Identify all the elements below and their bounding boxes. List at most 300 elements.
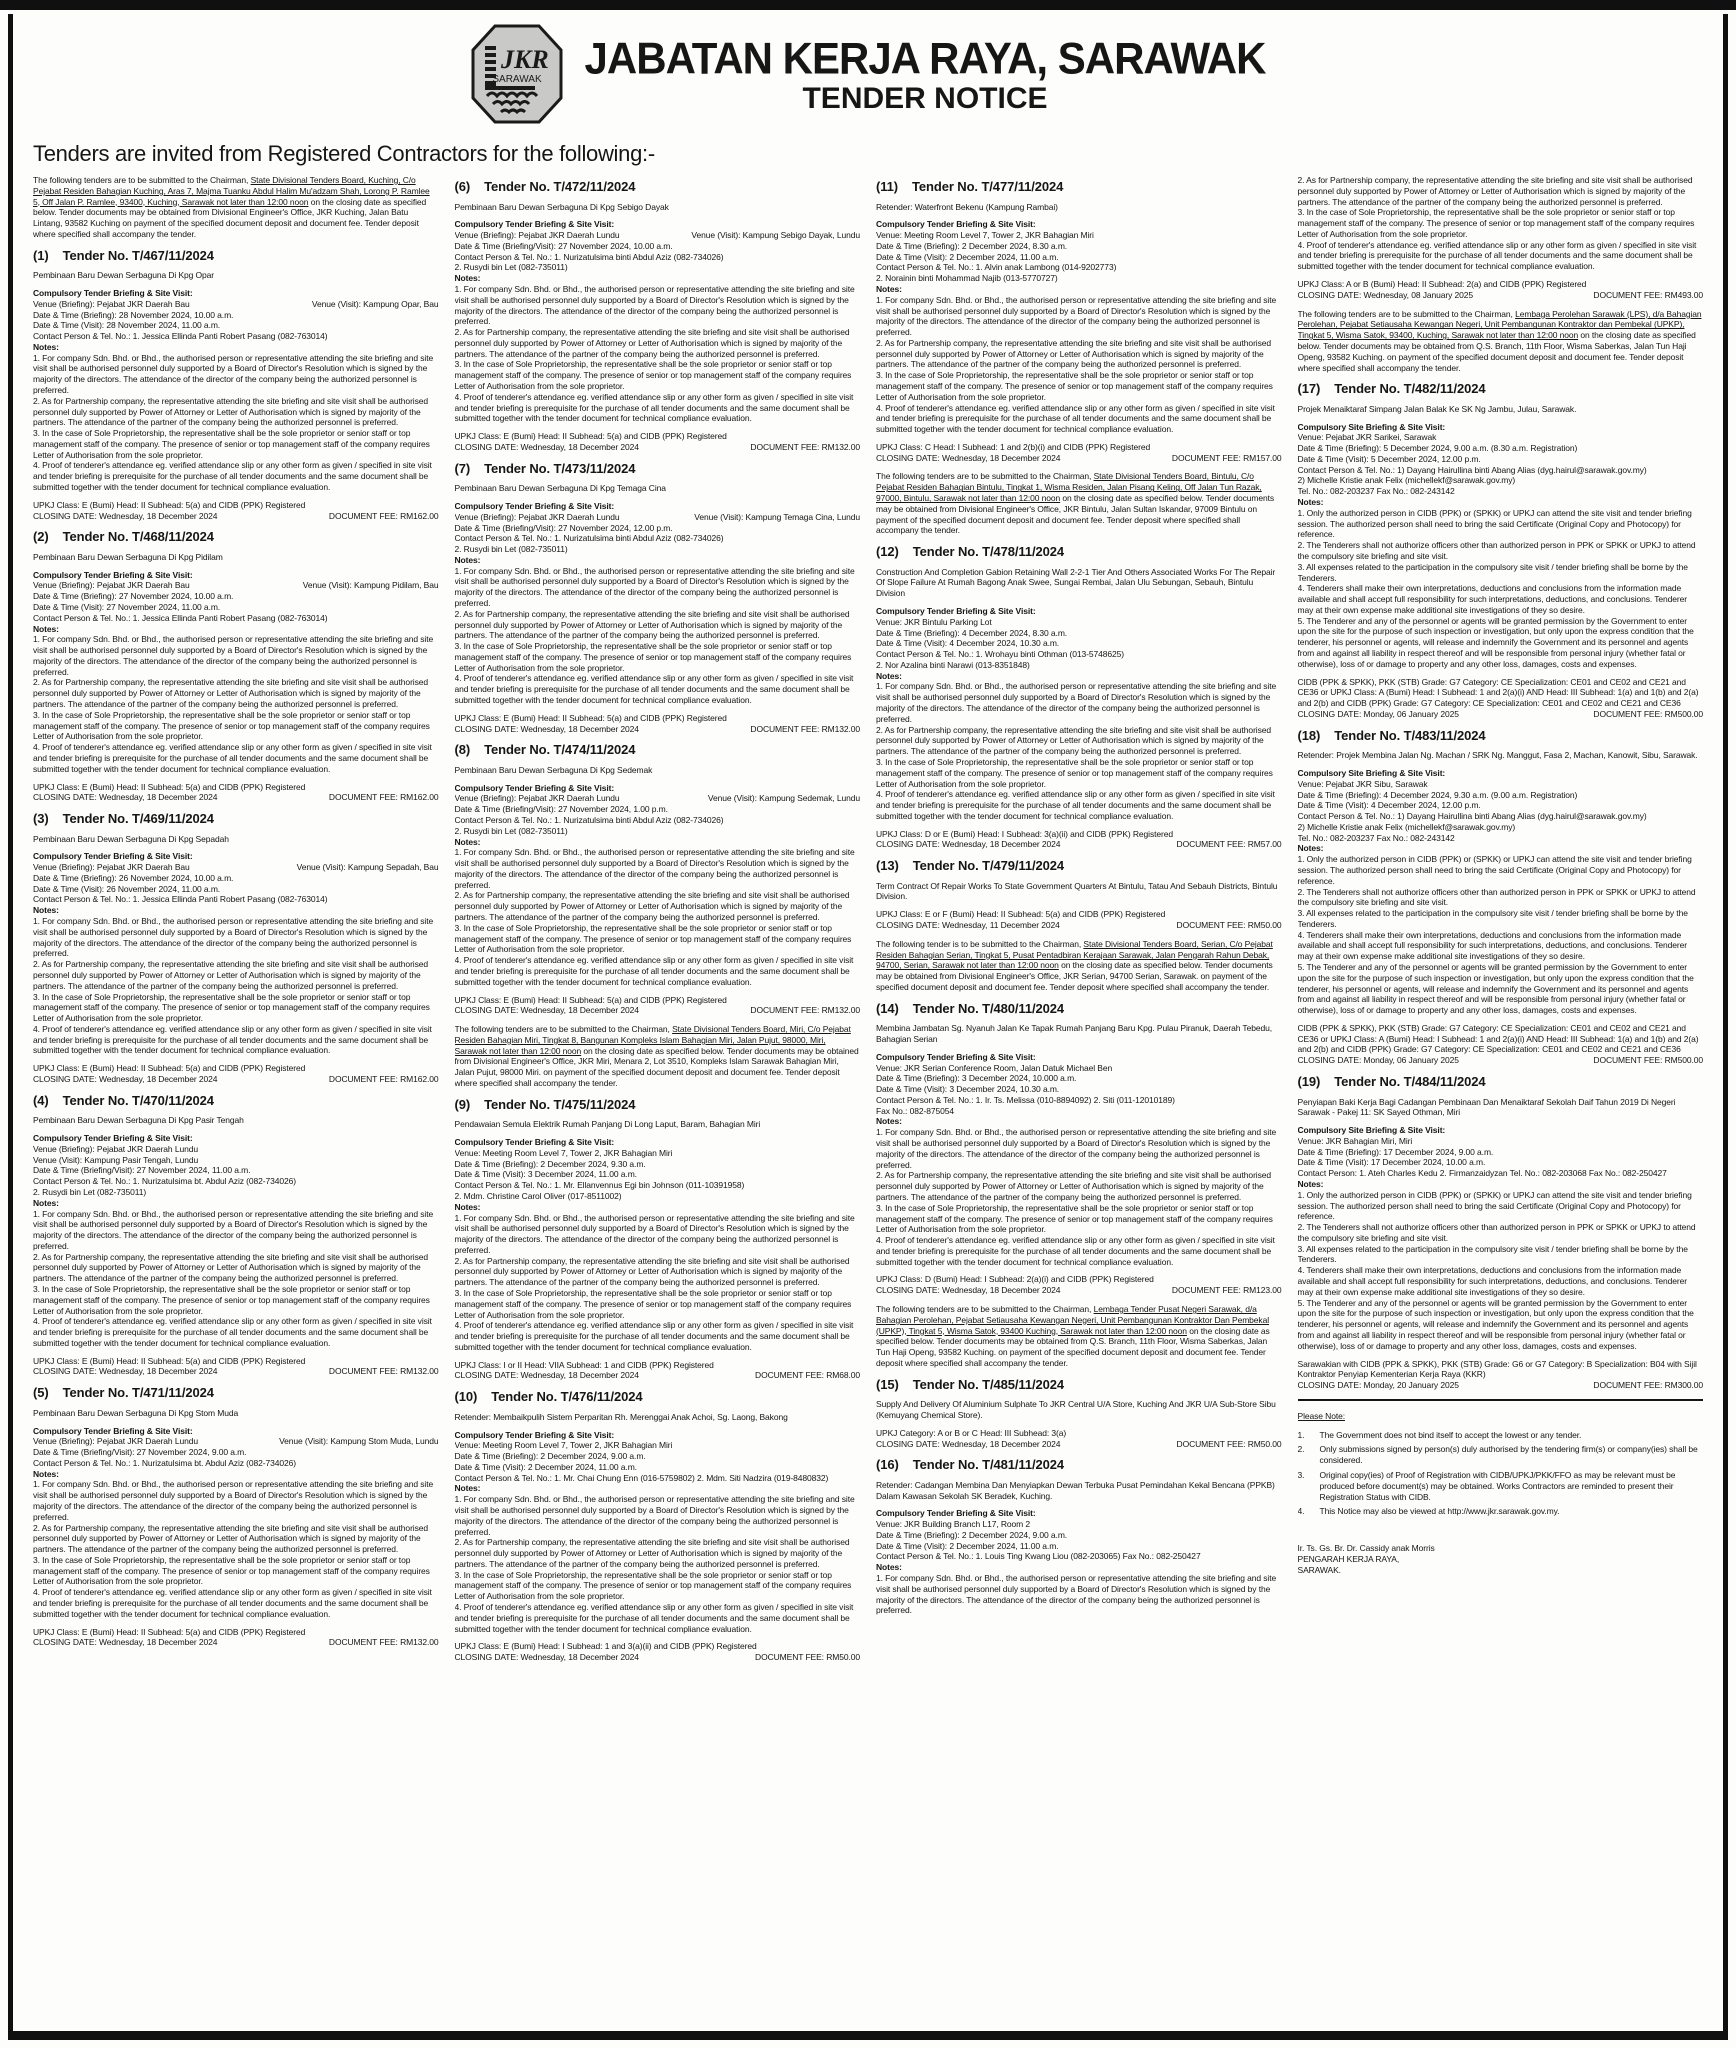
note-item: 2. The Tenderers shall not authorize officers other than authorized person in PPK or SPKK or UPKJ to attend the compulsory site briefing and site visit. (1297, 1222, 1696, 1243)
tender-number: (2) (33, 529, 49, 545)
eligibility-line: UPKJ Class: E (Bumi) Head: II Subhead: 5(a) and CIDB (PPK) Registered (33, 499, 306, 510)
note-item: 4. Proof of tenderer's attendance eg. verified attendance slip or any other form as given / specified in site visit and tender briefing is prerequisite for the purchase of all tender documents and the same document shall be submitted together with the tender document for technical compliance evaluation. (33, 1587, 432, 1619)
submission-address-underlined: State Divisional Tenders Board, Miri, C/o Pejabat Residen Bahagian Miri, Tingkat 8, Bangunan Kompleks Islam Bahagian Miri, Jalan Pujut, 98000, Miri, Sarawak not later than 12:00 noon (454, 1024, 851, 1056)
briefing-line (1298, 454, 1704, 465)
briefing-line (455, 1180, 861, 1191)
eligibility-line: UPKJ Class: D or E (Bumi) Head: I Subhead: 3(a)(ii) and CIDB (PPK) Registered (876, 828, 1173, 839)
briefing-line-left: Contact Person & Tel. No.: 1. Jessica Ellinda Panti Robert Pasang (082-763014) (33, 331, 328, 342)
please-note-item (1298, 1506, 1704, 1517)
closing-date: CLOSING DATE: Wednesday, 18 December 2024 (454, 1005, 639, 1016)
notes-heading: Notes: (33, 623, 59, 634)
briefing-line-left: Date & Time (Briefing): 4 December 2024, 8.30 a.m. (876, 627, 1068, 638)
briefing-line (33, 1176, 439, 1187)
notes-heading: Notes: (876, 283, 902, 294)
eligibility-line: Sarawakian with CIDB (PPK & SPKK), PKK (STB) Grade: G6 or G7 Category: B Specialization: B04 with Sijil Kontraktor Penyiap Kementerian Kerja Raya (KKR) (1297, 1358, 1697, 1380)
tender-title: Tender No. T/484/11/2024 (1334, 1074, 1486, 1090)
briefing-line-left: Date & Time (Briefing): 2 December 2024, 9.30 a.m. (454, 1158, 646, 1169)
briefing-line (455, 804, 861, 815)
briefing-line-left: Date & Time (Briefing): 26 November 2024, 10.00 a.m. (33, 872, 234, 883)
please-note-text: Only submissions signed by person(s) duly authorised by the tendering firm(s) or company(ies) shall be considered. (1319, 1444, 1698, 1466)
tender-notes-continuation (1298, 175, 1704, 301)
eligibility-line: UPKJ Class: E (Bumi) Head: II Subhead: 5(a) and CIDB (PPK) Registered (454, 431, 727, 442)
note-item: 1. For company Sdn. Bhd. or Bhd., the authorised person or representative attending the site briefing and site visit shall be authorised personnel duly supported by a Board of Director's Resolution which is signed by the majority of the directors. The attendance of the director of the company being the authorized personnel is preferred. (33, 1479, 434, 1522)
closing-date: CLOSING DATE: Wednesday, 18 December 2024 (876, 1285, 1061, 1296)
document-fee: DOCUMENT FEE: RM157.00 (1171, 452, 1282, 463)
briefing-line-left: Date & Time (Briefing/Visit): 27 November 2024, 11.00 a.m. (33, 1165, 251, 1176)
briefing-line-left: Venue: Meeting Room Level 7, Tower 2, JKR Bahagian Miri (876, 230, 1094, 241)
briefing-line-left: Date & Time (Visit): 27 November 2024, 11.00 a.m. (33, 602, 221, 612)
note-item: 2. As for Partnership company, the representative attending the site briefing and site visit shall be authorised personnel duly supported by Power of Attorney or Letter of Authorisation which is signed by majority of the partners. The attendance of the partner of the company being the authorized personnel is preferred. (454, 327, 850, 359)
briefing-line (33, 1155, 439, 1166)
notes-heading: Notes: (33, 905, 59, 916)
briefing-heading: Compulsory Tender Briefing & Site Visit: (876, 219, 1036, 230)
eligibility-line: UPKJ Class: C Head: I Subhead: 1 and 2(b)(i) and CIDB (PPK) Registered (876, 441, 1151, 452)
tender-heading (33, 811, 439, 828)
tender-block (876, 544, 1282, 850)
closing-date: CLOSING DATE: Wednesday, 08 January 2025 (1297, 289, 1474, 300)
masthead (13, 14, 1723, 133)
briefing-line-left: Date & Time (Visit): 3 December 2024, 10.30 a.m. (876, 1084, 1060, 1095)
briefing-line-left: Contact Person & Tel. No.: 1. Alvin anak Lambong (014-9202773) (876, 262, 1117, 273)
tender-title: Tender No. T/483/11/2024 (1334, 727, 1486, 743)
tender-title: Tender No. T/474/11/2024 (484, 742, 636, 758)
note-item: 3. All expenses related to the participation in the compulsory site visit / tender briefing shall be borne by the Tenderers. (1297, 1243, 1688, 1265)
briefing-line (876, 230, 1282, 241)
tender-title: Tender No. T/477/11/2024 (912, 179, 1064, 194)
briefing-heading: Compulsory Tender Briefing & Site Visit: (454, 1429, 615, 1440)
briefing-line-right: Venue (Visit): Kampung Sepadah, Bau (296, 862, 439, 873)
briefing-line (33, 873, 439, 884)
briefing-line (876, 638, 1282, 649)
tender-heading (1298, 1074, 1704, 1091)
briefing-line (455, 1451, 861, 1462)
document-fee: DOCUMENT FEE: RM50.00 (1176, 1438, 1282, 1449)
tender-block (876, 1457, 1282, 1616)
document-fee: DOCUMENT FEE: RM50.00 (1176, 920, 1282, 931)
eligibility-line: UPKJ Class: A or B (Bumi) Head: II Subhead: 2(a) and CIDB (PPK) Registered (1297, 279, 1587, 290)
note-item: 4. Proof of tenderer's attendance eg. verified attendance slip or any other form as given / specified in site visit and tender briefing is prerequisite for the purchase of all tender documents and the same document shall be submitted together with the tender document for technical compliance evaluation. (454, 1320, 854, 1352)
eligibility-line: UPKJ Class: E (Bumi) Head: II Subhead: 5(a) and CIDB (PPK) Registered (454, 712, 727, 723)
closing-date: CLOSING DATE: Wednesday, 18 December 2024 (454, 723, 639, 734)
briefing-heading: Compulsory Tender Briefing & Site Visit: (33, 851, 193, 862)
please-note-number: 4. (1297, 1506, 1305, 1517)
submission-text: on the closing date as specified below. Tender documents may be obtained from Q.S. Branch, 11th Floor, Wisma Saberkas, Jalan Tun Haji Openg, 93582 Kuching. on payment of the specified document deposit and document fee. Tender deposit where specified shall accompany the tender. (1297, 330, 1696, 373)
tender-heading (455, 1097, 861, 1114)
closing-date: CLOSING DATE: Wednesday, 18 December 2024 (33, 1366, 218, 1377)
tender-title: Tender No. T/480/11/2024 (912, 1000, 1064, 1016)
tender-description: Membina Jambatan Sg. Nyanuh Jalan Ke Tapak Rumah Panjang Baru Kpg. Pulau Piranuk, Daerah Tebedu, Bahagian Serian (876, 1023, 1272, 1044)
tender-description: Retender: Waterfront Bekenu (Kampung Rambai) (876, 201, 1058, 212)
document-fee: DOCUMENT FEE: RM493.00 (1593, 289, 1703, 300)
briefing-line (1298, 432, 1704, 443)
closing-date: CLOSING DATE: Wednesday, 18 December 2024 (33, 1637, 218, 1648)
tender-number: (3) (33, 811, 49, 827)
briefing-line (876, 1084, 1282, 1095)
briefing-line-left: Date & Time (Visit): 5 December 2024, 12.00 p.m. (1297, 453, 1481, 464)
tender-block (33, 1093, 439, 1377)
notes-heading: Notes: (1297, 843, 1324, 854)
closing-date: CLOSING DATE: Wednesday, 18 December 2024 (876, 1438, 1061, 1449)
briefing-line (33, 320, 439, 331)
briefing-line-left: Tel. No.: 082-203237 Fax No.: 082-243142 (1297, 486, 1455, 497)
note-item: 4. Proof of tenderer's attendance eg. verified attendance slip or any other form as given / specified in site visit and tender briefing is prerequisite for the purchase of all tender documents and the same document shall be submitted together with the tender document for technical compliance evaluation. (33, 1316, 432, 1348)
note-item: 2. As for Partnership company, the representative attending the site briefing and site visit shall be authorised personnel duly supported by Power of Attorney or Letter of Authorisation which is signed by majority of the partners. The attendance of the partner of the company being the authorized personnel is preferred. (33, 959, 428, 991)
briefing-line-left: Fax No.: 082-875054 (876, 1105, 954, 1116)
tender-heading (876, 858, 1282, 875)
note-item: 2. The Tenderers shall not authorize officers other than authorized person in PPK or SPKK or UPKJ to attend the compulsory site briefing and site visit. (1297, 886, 1696, 908)
submission-text: on the closing date as specified below. Tender documents may be obtained from Divisional Engineer's Office, JKR Serian, 94700 Serian, Sarawak. on payment of the specified document deposit and document fee. Tender deposit where specified shall accompany the tender. (876, 960, 1273, 992)
note-item: 1. For company Sdn. Bhd. or Bhd., the authorised person or representative attending the site briefing and site visit shall be authorised personnel duly supported by a Board of Director's Resolution which is signed by the majority of the directors. The attendance of the director of the company being the authorized personnel is preferred. (454, 565, 855, 608)
submission-paragraph (33, 175, 439, 240)
submission-address-underlined: Lembaga Perolehan Sarawak (LPS), d/a Bahagian Perolehan, Pejabat Setiausaha Kewangan Negeri, Unit Pembangunan Kontraktor dan Pembekal (UPKP), Tingkat 5, Wisma Satok, 93400, Kuching, Sarawak not later than 12:00 noon (1297, 308, 1702, 341)
briefing-line (1298, 779, 1704, 790)
briefing-line-left: Venue: JKR Bintulu Parking Lot (876, 616, 992, 627)
notes-heading: Notes: (454, 836, 481, 847)
note-item: 2. The Tenderers shall not authorize officers other than authorized person in PPK or SPKK or UPKJ to attend the compulsory site briefing and site visit. (1297, 540, 1696, 561)
briefing-line-left: Date & Time (Briefing): 27 November 2024, 10.00 a.m. (33, 591, 234, 602)
tender-heading (455, 179, 861, 196)
briefing-line (33, 862, 439, 873)
closing-date: CLOSING DATE: Wednesday, 18 December 2024 (33, 510, 218, 521)
briefing-line (33, 1447, 439, 1458)
note-item: 2. As for Partnership company, the representative attending the site briefing and site visit shall be authorised personnel duly supported by Power of Attorney or Letter of Authorisation which is signed by majority of the partners. The attendance of the partner of the company being the authorized personnel is preferred. (33, 395, 428, 428)
note-item: 3. All expenses related to the participation in the compulsory site visit / tender briefing shall be borne by the Tenderers. (1297, 908, 1688, 929)
briefing-line-left: Contact Person & Tel. No.: 1. Nurizatulsima bt. Abdul Aziz (082-734026) (33, 1176, 296, 1187)
tender-block (33, 1385, 439, 1648)
briefing-line-left: Contact Person & Tel. No.: 1. Jessica Ellinda Panti Robert Pasang (082-763014) (33, 612, 328, 623)
note-item: 3. All expenses related to the participation in the compulsory site visit / tender briefing shall be borne by the Tenderers. (1297, 561, 1688, 583)
tender-block (33, 248, 439, 522)
briefing-line-left: Date & Time (Visit): 4 December 2024, 12.00 p.m. (1297, 800, 1481, 811)
briefing-line-left: Contact Person & Tel. No.: 1) Dayang Hairullina binti Abang Alias (dyg.hairul@sarawak.gov.my) (1297, 811, 1647, 822)
note-item: 1. For company Sdn. Bhd. or Bhd., the authorised person or representative attending the site briefing and site visit shall be authorised personnel duly supported by a Board of Director's Resolution which is signed by the majority of the directors. The attendance of the director of the company being the authorized personnel is preferred. (454, 1212, 855, 1255)
briefing-line (33, 1436, 439, 1447)
briefing-line-left: Venue (Briefing): Pejabat JKR Daerah Bau (33, 298, 190, 309)
briefing-line-right: Venue (Visit): Kampung Opar, Bau (311, 298, 439, 309)
eligibility-line: UPKJ Class: E (Bumi) Head: II Subhead: 5(a) and CIDB (PPK) Registered (454, 994, 727, 1005)
note-item: 4. Proof of tenderer's attendance eg. verified attendance slip or any other form as given / specified in site visit and tender briefing is prerequisite for the purchase of all tender documents and the same document shall be submitted together with the tender document for technical compliance evaluation. (1297, 239, 1697, 272)
briefing-line-left: Venue: JKR Serian Conference Room, Jalan Datuk Michael Ben (876, 1062, 1113, 1073)
please-note-item (1298, 1470, 1704, 1502)
tender-number: (19) (1297, 1074, 1321, 1090)
note-item: 4. Proof of tenderer's attendance eg. verified attendance slip or any other form as given / specified in site visit and tender briefing is prerequisite for the purchase of all tender documents and the same document shall be submitted together with the tender document for technical compliance evaluation. (33, 460, 432, 493)
note-item: 1. For company Sdn. Bhd. or Bhd., the authorised person or representative attending the site briefing and site visit shall be authorised personnel duly supported by a Board of Director's Resolution which is signed by the majority of the directors. The attendance of the director of the company being the authorized personnel is preferred. (33, 352, 434, 395)
briefing-line-left: Venue (Briefing): Pejabat JKR Daerah Lundu (454, 793, 620, 804)
briefing-line (455, 230, 861, 241)
briefing-line-left: Date & Time (Visit): 26 November 2024, 11.00 a.m. (33, 883, 221, 894)
closing-date: CLOSING DATE: Wednesday, 18 December 2024 (454, 1652, 639, 1663)
please-note-number: 1. (1297, 1429, 1305, 1440)
submission-paragraph (876, 939, 1282, 993)
briefing-line-left: Contact Person & Tel. No.: 1. Wrohayu binti Othman (013-5748625) (876, 649, 1124, 660)
notes-heading: Notes: (876, 670, 902, 681)
briefing-line (455, 512, 861, 523)
briefing-heading: Compulsory Site Briefing & Site Visit: (1297, 1125, 1446, 1136)
eligibility-line: CIDB (PPK & SPKK), PKK (STB) Grade: G7 Category: CE Specialization: CE01 and CE02 and CE21 and CE36 or UPKJ Class: A (Bumi) Head: I Subhead: 1 and 2(a)(i) AND Head: III Subhead: 1(a) and 1(b) and 2(a) and 2(b) and CIDB (PPK) Grade: G7 Category: CE Specialization: CE01 and CE02 and CE21 and CE36 (1297, 676, 1699, 709)
note-item: 4. Proof of tenderer's attendance eg. verified attendance slip or any other form as given / specified in site visit and tender briefing is prerequisite for the purchase of all tender documents and the same document shall be submitted together with the tender document for technical compliance evaluation. (454, 1602, 854, 1634)
note-item: 4. Tenderers shall make their own interpretations, deductions and conclusions from the information made available and shall accept full responsibility for such interpretations, deductions, and conclusions. Tenderer may at their own expense make additional site investigations of they so desire. (1297, 583, 1688, 615)
briefing-line (33, 1458, 439, 1469)
signature-block (1298, 1543, 1704, 1575)
briefing-line (455, 815, 861, 826)
tender-block (33, 811, 439, 1085)
briefing-line (455, 1440, 861, 1451)
tender-heading (1298, 381, 1704, 398)
signature-line: Ir. Ts. Gs. Br. Dr. Cassidy anak Morris (1297, 1543, 1435, 1554)
tender-description: Pembinaan Baru Dewan Serbaguna Di Kpg Temaga Cina (454, 483, 666, 494)
briefing-line-left: Contact Person & Tel. No.: 1. Mr. Chai Chung Enn (016-5759802) 2. Mdm. Siti Nadzira (019-8480832) (454, 1472, 829, 1483)
briefing-heading: Compulsory Tender Briefing & Site Visit: (454, 500, 615, 511)
tender-title: Tender No. T/468/11/2024 (62, 529, 214, 545)
briefing-line-left: 2. Rusydi bin Let (082-735011) (33, 1186, 147, 1197)
briefing-heading: Compulsory Tender Briefing & Site Visit: (454, 1137, 615, 1148)
briefing-line (33, 602, 439, 613)
briefing-line (33, 580, 439, 591)
document-fee: DOCUMENT FEE: RM132.00 (750, 441, 860, 452)
eligibility-line: UPKJ Class: E or F (Bumi) Head: II Subhead: 5(a) and CIDB (PPK) Registered (876, 909, 1166, 920)
briefing-line-left: Contact Person & Tel. No.: 1. Nurizatulsima bt. Abdul Aziz (082-734026) (33, 1457, 296, 1468)
briefing-line (876, 617, 1282, 628)
submission-text: The following tenders are to be submitted to the Chairman, (1297, 308, 1516, 319)
document-fee: DOCUMENT FEE: RM57.00 (1176, 839, 1282, 850)
please-note-text: The Government does not bind itself to accept the lowest or any tender. (1319, 1429, 1582, 1440)
briefing-line (876, 1063, 1282, 1074)
briefing-line-left: Date & Time (Briefing): 17 December 2024, 9.00 a.m. (1297, 1146, 1494, 1157)
briefing-line (876, 273, 1282, 284)
closing-fee-line (455, 1652, 861, 1663)
briefing-line (33, 299, 439, 310)
tender-description: Pembinaan Baru Dewan Serbaguna Di Kpg Pasir Tengah (33, 1115, 244, 1126)
top-rule (0, 0, 1736, 10)
eligibility-line: UPKJ Class: D (Bumi) Head: I Subhead: 2(a)(i) and CIDB (PPK) Registered (876, 1274, 1154, 1285)
page-subtitle: TENDER NOTICE (802, 81, 1048, 115)
briefing-line (33, 894, 439, 905)
tender-number: (6) (454, 179, 471, 194)
briefing-line-left: Date & Time (Briefing/Visit): 27 November 2024, 1.00 p.m. (454, 804, 668, 815)
closing-fee-line (876, 1285, 1282, 1296)
briefing-line (455, 793, 861, 804)
tender-number: (17) (1297, 381, 1321, 397)
jkr-logo-icon (471, 24, 563, 129)
tender-heading (33, 529, 439, 546)
tender-description: Penyiapan Baki Kerja Bagi Cadangan Pembinaan Dan Menaiktaraf Sekolah Daif Tahun 2019 Di Negeri Sarawak - Pakej 11: SK Sayed Othman, Miri (1297, 1096, 1676, 1118)
briefing-line-left: Venue: JKR Building Branch L17, Room 2 (876, 1519, 1031, 1530)
tender-title: Tender No. T/478/11/2024 (912, 544, 1064, 560)
tender-description: Pembinaan Baru Dewan Serbaguna Di Kpg Opar (33, 270, 215, 281)
eligibility-line: UPKJ Class: I or II Head: VIIA Subhead: 1 and CIDB (PPK) Registered (454, 1359, 714, 1370)
closing-fee-line (1298, 1380, 1704, 1391)
submission-address-underlined: State Divisional Tenders Board, Bintulu, C/o Pejabat Residen Bahagian Bintulu, Tingkat 1, Wisma Residen, Jalan Pisang Keling, Off Jalan Tun Razak, 97000, Bintulu, Sarawak not later than 12:00 noon (876, 471, 1262, 504)
closing-fee-line (876, 1439, 1282, 1450)
briefing-line-right: Venue (Visit): Kampung Sebigo Dayak, Lundu (691, 230, 860, 241)
briefing-heading: Compulsory Tender Briefing & Site Visit: (33, 569, 193, 580)
tender-columns (13, 169, 1723, 2017)
tender-heading (455, 1389, 861, 1406)
briefing-line (33, 331, 439, 342)
eligibility-line: UPKJ Class: E (Bumi) Head: I Subhead: 1 and 3(a)(ii) and CIDB (PPK) Registered (454, 1641, 757, 1652)
document-fee: DOCUMENT FEE: RM132.00 (328, 1637, 439, 1648)
please-note-number: 3. (1297, 1469, 1305, 1480)
tender-title: Tender No. T/482/11/2024 (1334, 381, 1486, 397)
note-item: 1. For company Sdn. Bhd. or Bhd., the authorised person or representative attending the site briefing and site visit shall be authorised personnel duly supported by a Board of Director's Resolution which is signed by the majority of the directors. The attendance of the director of the company being the authorized personnel is preferred. (33, 634, 434, 677)
note-item: 1. For company Sdn. Bhd. or Bhd., the authorised person or representative attending the site briefing and site visit shall be authorised personnel duly supported by a Board of Director's Resolution which is signed by the majority of the directors. The attendance of the director of the company being the authorized personnel is preferred. (454, 1494, 855, 1537)
tender-title: Tender No. T/469/11/2024 (62, 811, 214, 827)
briefing-line-left: Contact Person & Tel. No.: 1. Nurizatulsima binti Abdul Aziz (082-734026) (454, 815, 724, 825)
document-fee: DOCUMENT FEE: RM68.00 (755, 1370, 860, 1381)
notes-heading: Notes: (454, 273, 481, 284)
tender-heading (455, 461, 861, 478)
tender-heading (33, 248, 439, 265)
tender-description: Construction And Completion Gabion Retaining Wall 2-2-1 Tier And Others Associated Works For The Repair Of Slope Failure At Rumah Bagong Anak Swee, Sungai Rembai, Jalan Ulu Sebungan, Sebauh, Bintulu Division (876, 566, 1276, 599)
tender-description: Pembinaan Baru Dewan Serbaguna Di Kpg Sebigo Dayak (454, 201, 669, 212)
briefing-line (455, 1191, 861, 1202)
tender-description: Pembinaan Baru Dewan Serbaguna Di Kpg Pidilam (33, 551, 223, 562)
briefing-line-left: Contact Person & Tel. No.: 1. Nurizatulsima binti Abdul Aziz (082-734026) (454, 251, 724, 262)
document-fee: DOCUMENT FEE: RM50.00 (755, 1652, 860, 1663)
briefing-line (455, 533, 861, 544)
notes-heading: Notes: (33, 1468, 59, 1479)
briefing-line-left: Date & Time (Briefing): 2 December 2024, 8.30 a.m. (876, 240, 1068, 251)
briefing-line (1298, 443, 1704, 454)
note-item: 5. The Tenderer and any of the personnel or agents will be granted permission by the Government to enter upon the site for the purpose of such inspection or investigation, but only upon the express condition that the tenderer, his personnel or agents, will release and indemnify the Government and its personnel and agents from and against all liability in respect thereof and will be responsible from personal injury (whether fatal or otherwise), loss of or damage to property and any other loss, damages, costs and expenses. (1297, 615, 1694, 669)
tender-title: Tender No. T/476/11/2024 (491, 1389, 643, 1405)
submission-text: on the closing date as specified below. Tender documents may be obtained from Divisional Engineer's Office, JKR Miri, Menara 2, Lot 3510, Kompleks Islam Sarawak Bahagian Miri, Jalan Pujut, 98000 Miri. on payment of the specified document deposit and document fee. Tender deposit where specified shall accompany the tender. (454, 1045, 859, 1088)
closing-date: CLOSING DATE: Wednesday, 18 December 2024 (876, 839, 1061, 850)
submission-text: The following tenders are to be submitted to the Chairman, (33, 175, 251, 185)
closing-fee-line (455, 442, 861, 453)
briefing-line (876, 1530, 1282, 1541)
briefing-line (33, 1144, 439, 1155)
briefing-line (1298, 790, 1704, 801)
briefing-line (1298, 1157, 1704, 1168)
briefing-line-left: Contact Person & Tel. No.: 1. Ir. Ts. Melissa (010-8894092) 2. Siti (011-12010189) (876, 1094, 1175, 1105)
document-fee: DOCUMENT FEE: RM123.00 (1171, 1285, 1282, 1296)
briefing-line-left: Date & Time (Visit): 17 December 2024, 10.00 a.m. (1297, 1157, 1486, 1168)
note-item: 1. For company Sdn. Bhd. or Bhd., the authorised person or representative attending the site briefing and site visit shall be authorised personnel duly supported by a Board of Director's Resolution which is signed by the majority of the directors. The attendance of the director of the company being the authorized personnel is preferred. (876, 294, 1277, 338)
please-note-text: Original copy(ies) of Proof of Registration with CIDB/UPKJ/PKK/FFO as may be relevant must be produced before document(s) may be obtained. Works Contractors are reminded to present their Registration Status with CIDB. (1319, 1469, 1676, 1502)
briefing-line-left: 2. Rusydi bin Let (082-735011) (454, 825, 568, 836)
note-item: 3. In the case of Sole Proprietorship, the representative shall be the sole proprietor or senior staff or top management staff of the company. The presence of senior or top management staff of the company requires Letter of Authorisation from the sole proprietor. (33, 1554, 430, 1587)
note-item: 2. As for Partnership company, the representative attending the site briefing and site visit shall be authorised personnel duly supported by Power of Attorney or Letter of Authorisation which is signed by majority of the partners. The attendance of the partner of the company being the authorized personnel is preferred. (876, 337, 1271, 370)
briefing-line-left: Tel. No.: 082-203237 Fax No.: 082-243142 (1297, 832, 1455, 843)
briefing-line-left: Contact Person: 1. Ateh Charles Kedu 2. Firmanzaidyzan Tel. No.: 082-203068 Fax No.: 082-250427 (1297, 1168, 1667, 1179)
closing-date: CLOSING DATE: Wednesday, 18 December 2024 (454, 1370, 639, 1381)
tender-number: (14) (876, 1000, 899, 1016)
eligibility-line: UPKJ Category: A or B or C Head: III Subhead: 3(a) (876, 1427, 1067, 1438)
notes-heading: Notes: (454, 1483, 481, 1494)
briefing-line (1298, 811, 1704, 822)
eligibility-line: UPKJ Class: E (Bumi) Head: II Subhead: 5(a) and CIDB (PPK) Registered (33, 1063, 306, 1074)
note-item: 2. As for Partnership company, the representative attending the site briefing and site visit shall be authorised personnel duly supported by Power of Attorney or Letter of Authorisation which is signed by majority of the partners. The attendance of the partner of the company being the authorized personnel is preferred. (33, 1522, 428, 1555)
tender-title: Tender No. T/472/11/2024 (484, 179, 636, 194)
briefing-line (876, 628, 1282, 639)
briefing-line (1298, 833, 1704, 844)
closing-fee-line (876, 453, 1282, 464)
tender-block (1298, 1074, 1704, 1391)
briefing-line (1298, 475, 1704, 486)
tender-block (1298, 728, 1704, 1066)
note-item: 3. In the case of Sole Proprietorship, the representative shall be the sole proprietor or senior staff or top management staff of the company. The presence of senior or top management staff of the company requires Letter of Authorisation from the sole proprietor. (33, 1283, 430, 1316)
tender-number: (10) (454, 1389, 478, 1405)
section-divider (1298, 1399, 1704, 1401)
briefing-line-right: Venue (Visit): Kampung Stom Muda, Lundu (279, 1436, 439, 1447)
document-fee: DOCUMENT FEE: RM162.00 (328, 792, 439, 803)
note-item: 2. As for Partnership company, the representative attending the site briefing and site visit shall be authorised personnel duly supported by Power of Attorney or Letter of Authorisation which is signed by majority of the partners. The attendance of the partner of the company being the authorized personnel is preferred. (454, 1537, 850, 1569)
tender-title: Tender No. T/481/11/2024 (912, 1457, 1064, 1473)
briefing-line-left: 2) Michelle Kristie anak Felix (michellekf@sarawak.gov.my) (1297, 475, 1516, 486)
column-4 (1298, 175, 1704, 2017)
note-item: 2. As for Partnership company, the representative attending the site briefing and site visit shall be authorised personnel duly supported by Power of Attorney or Letter of Authorisation which is signed by majority of the partners. The attendance of the partner of the company being the authorized personnel is preferred. (1297, 175, 1693, 207)
closing-fee-line (876, 839, 1282, 850)
tender-number: (5) (33, 1385, 49, 1401)
submission-text: on the closing date as specified below. Tender documents may be obtained from Q.S. Branch, 11th Floor, Wisma Saberkas, Jalan Tun Haji Openg, 93582 Kuching. on payment of the specified document deposit and document fee. Tender deposit where specified shall accompany the tender. (876, 1325, 1270, 1368)
tender-block (876, 179, 1282, 463)
note-item: 2. As for Partnership company, the representative attending the site briefing and site visit shall be authorised personnel duly supported by Power of Attorney or Letter of Authorisation which is signed by majority of the partners. The attendance of the partner of the company being the authorized personnel is preferred. (876, 1170, 1271, 1202)
please-note-item (1298, 1444, 1704, 1466)
briefing-line (876, 1106, 1282, 1117)
document-fee: DOCUMENT FEE: RM162.00 (328, 510, 439, 521)
briefing-line (455, 241, 861, 252)
tender-number: (8) (454, 742, 471, 758)
tender-description: Projek Menaiktaraf Simpang Jalan Balak Ke SK Ng Jambu, Julau, Sarawak. (1297, 403, 1577, 414)
tender-block (455, 461, 861, 735)
closing-fee-line (33, 1637, 439, 1648)
briefing-line-right: Venue (Visit): Kampung Pidilam, Bau (302, 580, 439, 591)
briefing-line-left: 2. Mdm. Christine Carol Oliver (017-8511002) (454, 1190, 622, 1201)
notes-heading: Notes: (33, 1197, 59, 1208)
document-fee: DOCUMENT FEE: RM162.00 (328, 1073, 439, 1084)
note-item: 1. For company Sdn. Bhd. or Bhd., the authorised person or representative attending the site briefing and site visit shall be authorised personnel duly supported by a Board of Director's Resolution which is signed by the majority of the directors. The attendance of the director of the company being the authorized personnel is preferred. (33, 1208, 434, 1251)
briefing-line-left: Date & Time (Visit): 2 December 2024, 11.00 a.m. (876, 1540, 1059, 1551)
briefing-line-left: Date & Time (Visit): 2 December 2024, 11.00 a.m. (876, 251, 1059, 262)
briefing-line-left: Venue (Briefing): Pejabat JKR Daerah Bau (33, 862, 190, 873)
submission-paragraph (455, 1024, 861, 1089)
tender-number: (13) (876, 858, 899, 874)
briefing-line (455, 1473, 861, 1484)
column-3 (876, 175, 1282, 2017)
briefing-line-left: Contact Person & Tel. No.: 1. Louis Ting Kwang Liou (082-203065) Fax No.: 082-250427 (876, 1551, 1201, 1562)
closing-fee-line (455, 724, 861, 735)
closing-date: CLOSING DATE: Wednesday, 11 December 2024 (876, 920, 1060, 931)
note-item: 1. For company Sdn. Bhd. or Bhd., the authorised person or representative attending the site briefing and site visit shall be authorised personnel duly supported by a Board of Director's Resolution which is signed by the majority of the directors. The attendance of the director of the company being the authorized personnel is preferred. (454, 847, 855, 890)
notes-heading: Notes: (1297, 1179, 1324, 1189)
briefing-heading: Compulsory Tender Briefing & Site Visit: (876, 1051, 1036, 1062)
briefing-line (876, 660, 1282, 671)
tender-block (876, 858, 1282, 931)
submission-address-underlined: State Divisional Tenders Board, Serian, C/o Pejabat Residen Bahagian Serian, Tingkat 5, Pusat Pentadbiran Kerajaan Sarawak, Jalan Pengarah Rahun Debak, 94700, Serian, Sarawak not later than 12:00 noon (876, 938, 1273, 971)
note-item: 3. In the case of Sole Proprietorship, the representative shall be the sole proprietor or senior staff or top management staff of the company. The presence of senior or top management staff of the company requires Letter of Authorisation from the sole proprietor. (454, 641, 852, 673)
briefing-line-left: Venue: Pejabat JKR Sibu, Sarawak (1297, 778, 1428, 789)
tender-number: (15) (876, 1376, 899, 1392)
document-fee: DOCUMENT FEE: RM500.00 (1593, 1055, 1703, 1066)
notes-heading: Notes: (876, 1116, 902, 1127)
briefing-line-left: 2. Norainin binti Mohammad Najib (013-5770727) (876, 273, 1058, 284)
note-item: 3. In the case of Sole Proprietorship, the representative shall be the sole proprietor or senior staff or top management staff of the company. The presence of senior or top management staff of the company requires Letter of Authorisation from the sole proprietor. (454, 359, 852, 391)
briefing-line (876, 1073, 1282, 1084)
tender-heading (876, 544, 1282, 561)
note-item: 1. For company Sdn. Bhd. or Bhd., the authorised person or representative attending the site briefing and site visit shall be authorised personnel duly supported by a Board of Director's Resolution which is signed by the majority of the directors. The attendance of the director of the company being the authorized personnel is preferred. (876, 681, 1277, 724)
briefing-line-left: Venue: Pejabat JKR Sarikei, Sarawak (1297, 432, 1437, 443)
briefing-heading: Compulsory Tender Briefing & Site Visit: (33, 1425, 193, 1436)
note-item: 4. Proof of tenderer's attendance eg. verified attendance slip or any other form as given / specified in site visit and tender briefing is prerequisite for the purchase of all tender documents and the same document shall be submitted together with the tender document for technical compliance evaluation. (33, 742, 432, 774)
note-item: 1. For company Sdn. Bhd. or Bhd., the authorised person or representative attending the site briefing and site visit shall be authorised personnel duly supported by a Board of Director's Resolution which is signed by the majority of the directors. The attendance of the director of the company being the authorized personnel is preferred. (876, 1127, 1277, 1170)
note-item: 3. In the case of Sole Proprietorship, the representative shall be the sole proprietor or senior staff or top management staff of the company. The presence of senior or top management staff of the company requires Letter of Authorisation from the sole proprietor. (1297, 207, 1695, 239)
tender-title: Tender No. T/479/11/2024 (912, 858, 1064, 874)
briefing-line-right: Venue (Visit): Kampung Sedemak, Lundu (707, 793, 860, 804)
tender-title: Tender No. T/470/11/2024 (62, 1092, 214, 1108)
page-title: JABATAN KERJA RAYA, SARAWAK (584, 33, 1266, 83)
closing-fee-line (33, 1366, 439, 1377)
